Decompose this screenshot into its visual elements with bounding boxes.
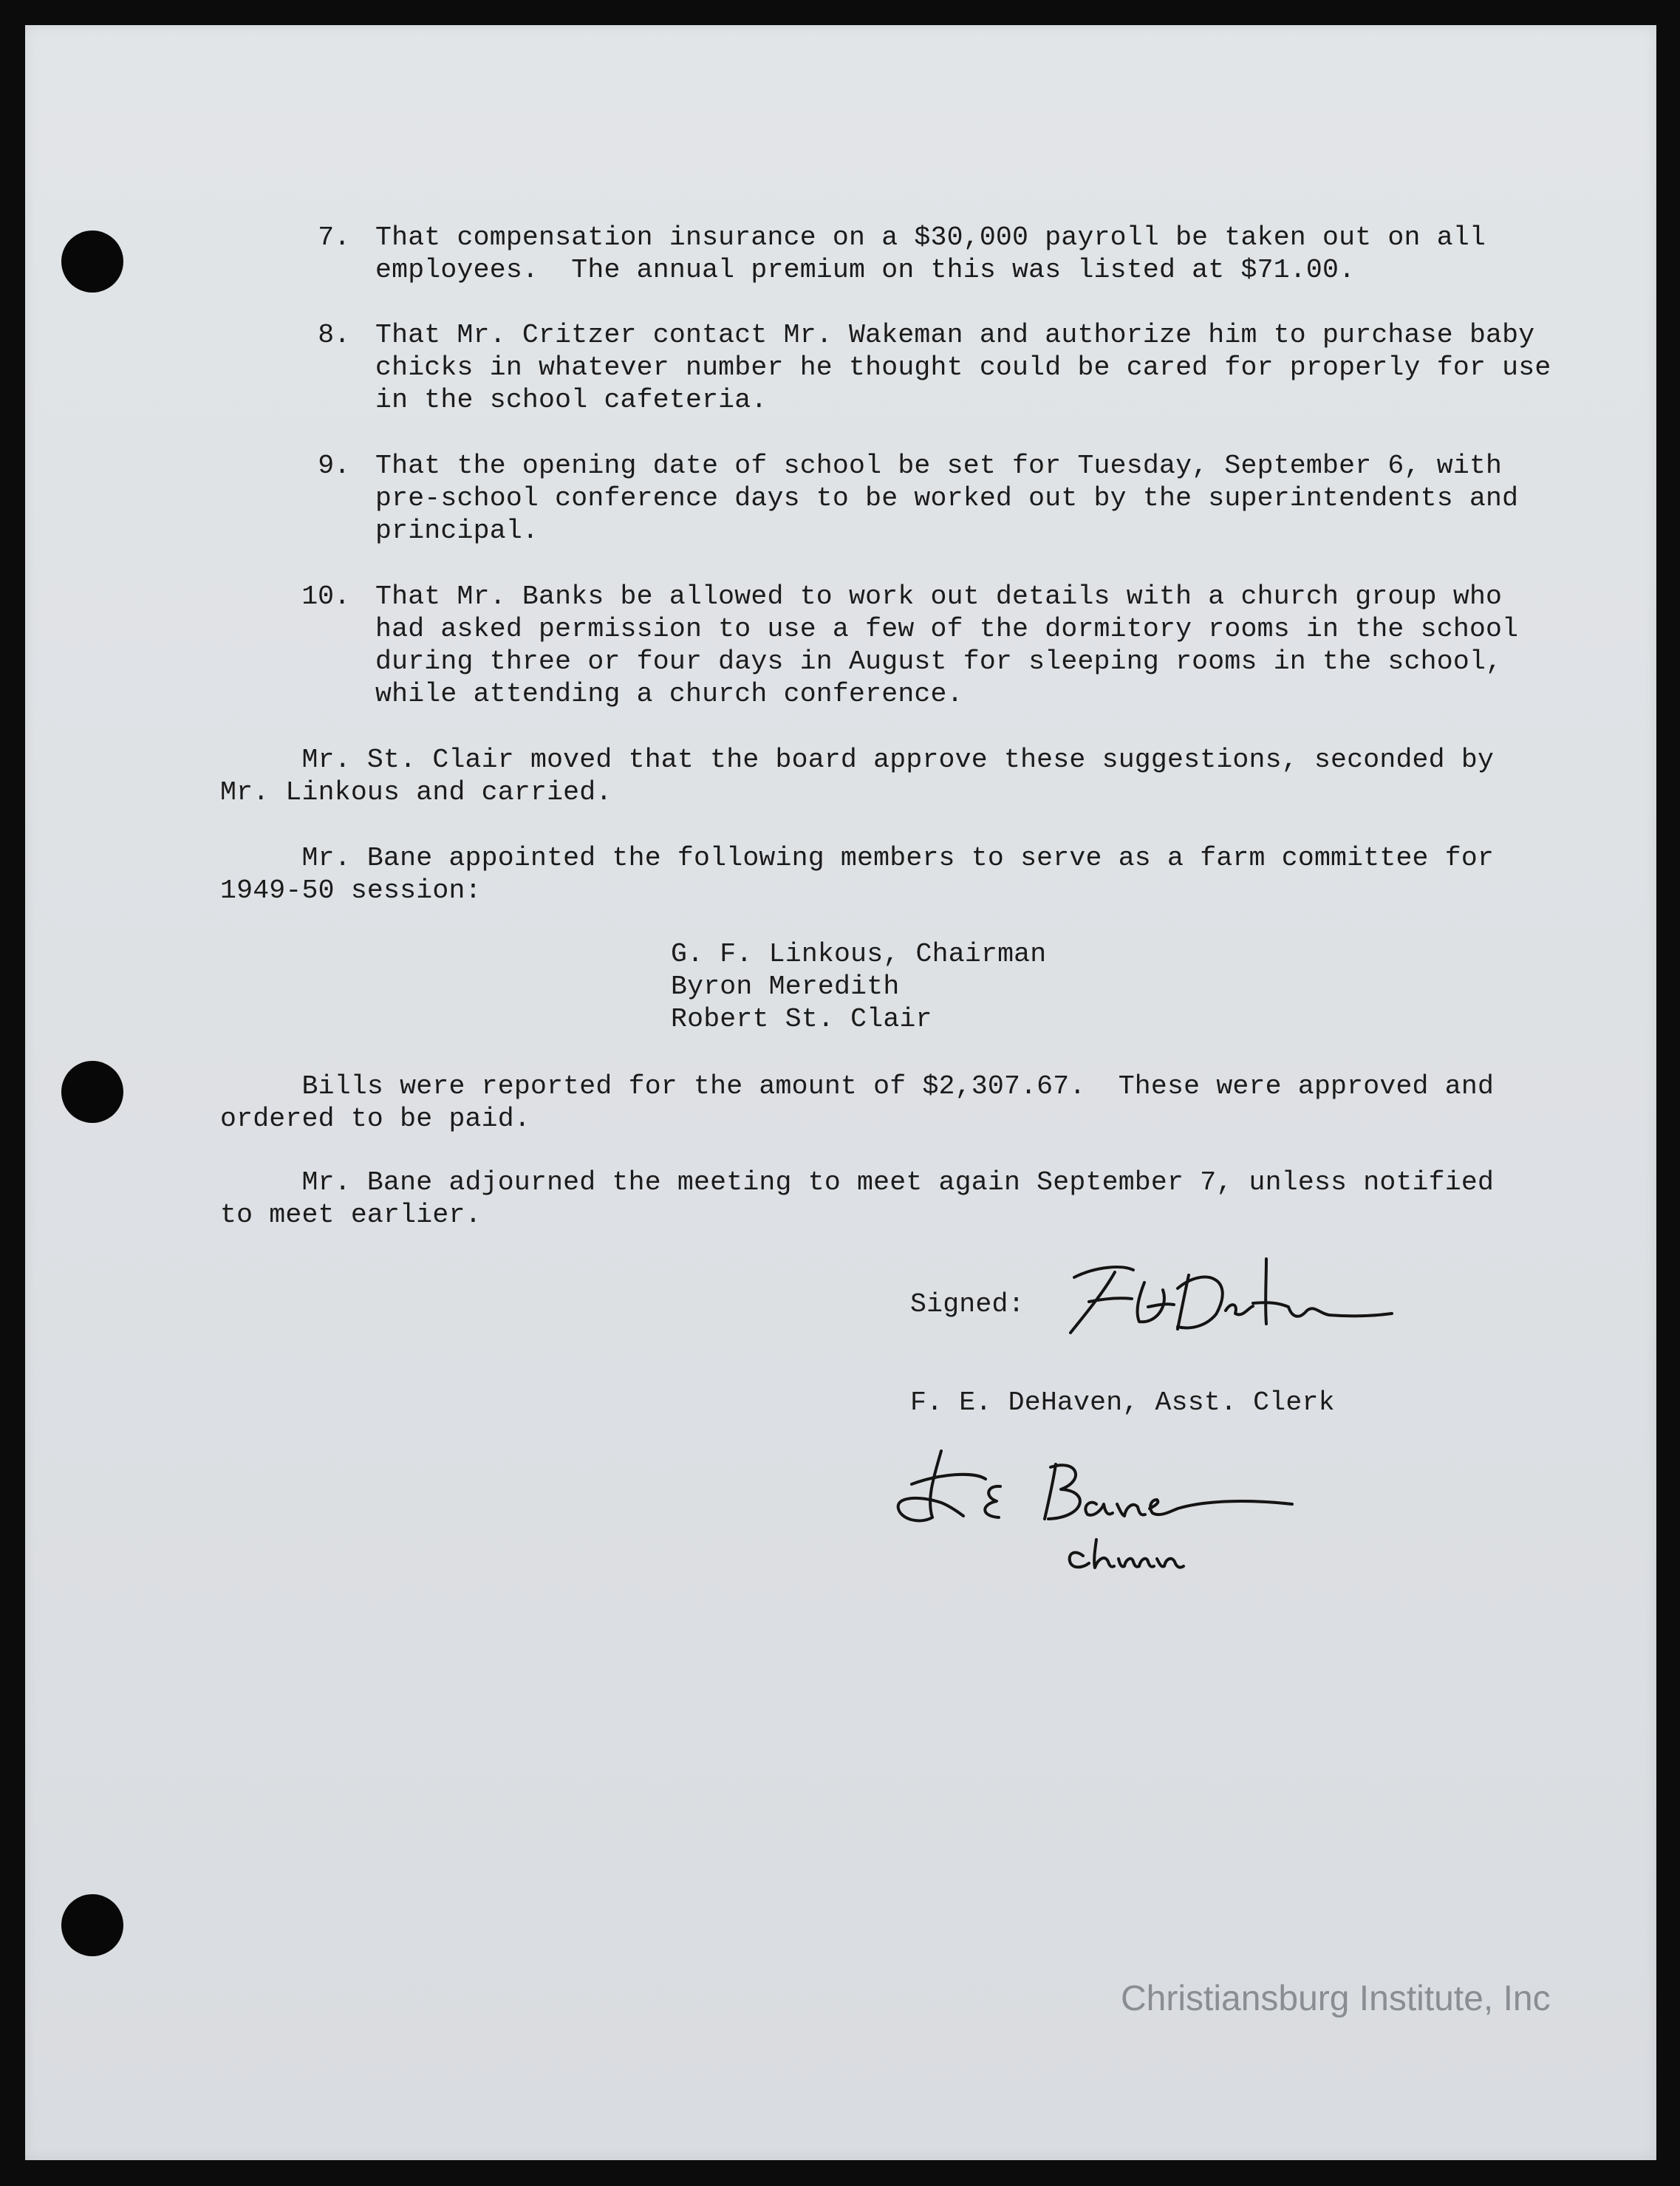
item-line: had asked permission to use a few of the dormitory rooms in the school	[375, 614, 1519, 644]
punch-hole-top	[61, 230, 123, 293]
item-line: while attending a church conference.	[375, 679, 963, 709]
clerk-name: F. E. DeHaven, Asst. Clerk	[910, 1387, 1335, 1418]
punch-hole-bottom	[61, 1894, 123, 1956]
paragraph-line: 1949-50 session:	[220, 875, 482, 906]
watermark: Christiansburg Institute, Inc	[1121, 1979, 1551, 2018]
clerk-signature	[1045, 1237, 1399, 1348]
committee-member: G. F. Linkous, Chairman	[671, 939, 1047, 969]
paragraph-line: to meet earlier.	[220, 1200, 482, 1230]
chairman-signature	[889, 1436, 1318, 1591]
document-page	[25, 25, 1656, 2160]
signed-label: Signed:	[910, 1289, 1025, 1319]
item-line: employees. The annual premium on this was listed at $71.00.	[375, 255, 1356, 285]
item-number: 10.	[301, 581, 350, 612]
committee-member: Robert St. Clair	[671, 1004, 932, 1034]
item-number: 9.	[318, 451, 350, 481]
item-line: That compensation insurance on a $30,000 payroll be taken out on all	[375, 222, 1486, 253]
item-line: during three or four days in August for sleeping rooms in the school,	[375, 646, 1503, 677]
item-line: in the school cafeteria.	[375, 385, 768, 415]
item-line: chicks in whatever number he thought could be cared for properly for use	[375, 352, 1551, 383]
item-line: principal.	[375, 516, 539, 546]
paragraph-line: ordered to be paid.	[220, 1104, 530, 1134]
paragraph-line: Bills were reported for the amount of $2,307.67. These were approved and	[220, 1071, 1495, 1101]
paragraph-line: Mr. Bane appointed the following members to serve as a farm committee for	[220, 843, 1495, 873]
paragraph-line: Mr. St. Clair moved that the board approve these suggestions, seconded by	[220, 745, 1495, 775]
punch-hole-middle	[61, 1061, 123, 1123]
paragraph-line: Mr. Bane adjourned the meeting to meet again September 7, unless notified	[220, 1167, 1495, 1198]
item-line: That Mr. Banks be allowed to work out details with a church group who	[375, 581, 1503, 612]
committee-member: Byron Meredith	[671, 971, 900, 1002]
item-line: That Mr. Critzer contact Mr. Wakeman and authorize him to purchase baby	[375, 320, 1535, 350]
item-line: pre-school conference days to be worked out by the superintendents and	[375, 483, 1519, 513]
item-line: That the opening date of school be set for Tuesday, September 6, with	[375, 451, 1503, 481]
item-number: 8.	[318, 320, 350, 350]
paragraph-line: Mr. Linkous and carried.	[220, 777, 612, 807]
item-number: 7.	[318, 222, 350, 253]
